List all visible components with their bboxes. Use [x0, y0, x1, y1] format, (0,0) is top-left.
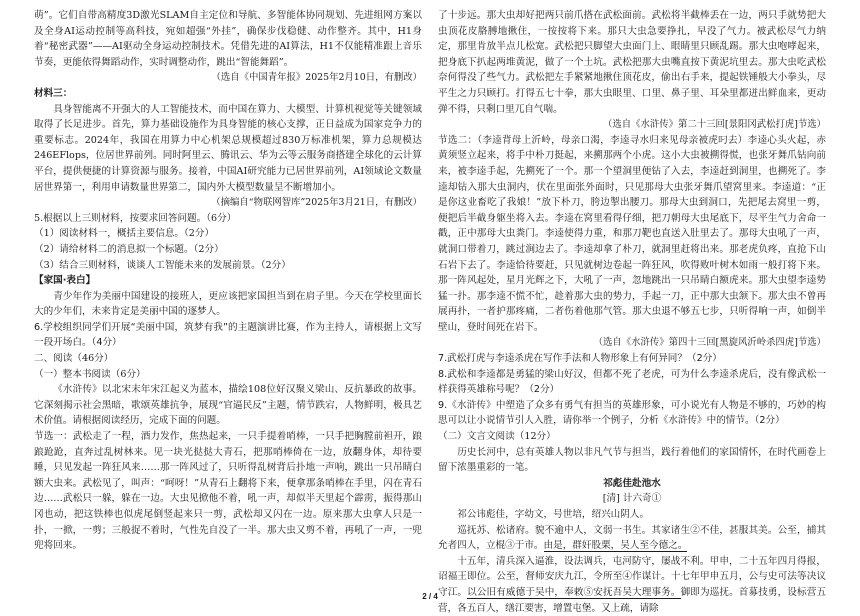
source-citation: （选自《水浒传》第二十三回[景阳冈武松打虎]节选）	[603, 119, 826, 131]
classical-text-segment: 巡抚苏、松诸府。貌不逾中人，文弱一书生。其家诸生②不佳，甚服其美。公至，捕其允者四人，立棍③于市。	[438, 524, 826, 552]
section-text: 青少年作为美丽中国建设的接班人，更应该把家国担当到在肩子里。今天在学校里面长大的少年们，未来肯定是美丽中国的逐梦人。	[34, 290, 422, 318]
section-label: 【家国·表白】	[34, 275, 96, 287]
source-citation: （摘编自“物联网智库”2025年3月21日，有删改）	[211, 197, 422, 209]
classical-text-segment: 十五年，清兵深入逼淮，设法调兵，屯河防守，屡战不利。甲申，二十五年四月得报，诏福王即位。公至，督师安庆九江，令所至④作谋计。十七年甲申五月，公与史可法等决议守江。	[438, 555, 826, 598]
classical-text-paragraph: 祁公讳彪佳，字幼文，号世培，绍兴山阴人。	[457, 509, 650, 520]
subsection-heading: （一）整本书阅读（6分）	[34, 368, 146, 380]
material-two-ending: 萌”。它们自带高精度3D激光SLAM自主定位和导航、多智能体协同规划、先进组网方案以及全身AI运动控制等高科技，宛如超强“外挂”，确保步伐稳健、动作整齐。其中，H1身着“秘密武器”——AI驱动全身运动控制技术。凭借先进的AI算法，H1不仅能精准跟上音乐节奏，更能依得舞蹈动作，实时调整动作，跳出“智能舞蹈”。	[34, 10, 422, 68]
question-7: 7.武松打虎与李逵杀虎在写作手法和人物形象上有何异同？（2分）	[438, 353, 722, 365]
excerpt-two: 节选二：（李逵背母上沂岭，母亲口渴，李逵寻水归来见母亲被虎叼去）李逵心头火起，赤黄须竖立起来，将手中朴刀挺起，来搠那两个小虎。这小大虫被搠得慌，也张牙舞爪钻向前来，被李逵手起，先搠死了一个。那一个望洞里便钻了入去，李逵赶到洞里，也搠死了。李逵却钻入那大虫洞内，伏在里面张外面时，只见那母大虫张牙舞爪望窝里来。李逵道：“正是你这业畜吃了我娘！”放下朴刀，胯边掣出腰刀。那母大虫到洞口，先把尾去窝里一剪，便把后半截身躯坐将入去。李逵在窝里看得仔细，把刀朝母大虫尾底下，尽平生气力舍命一戳，正中那母大虫粪门。李逵使得力重，和那刀靶也直送入肚里去了。那母大虫吼了一声，就洞口带着刀，跳过涧边去了。李逵却拿了朴刀，就洞里赶将出来。那老虎负疼，直抢下山石岩下去了。李逵恰待要赶，只见就树边卷起一阵狂风，吹得败叶树木如雨一般打将下来。那一阵风起处，星月光辉之下，大吼了一声，忽地跳出一只吊睛白额虎来。那大虫望李逵势猛一扑。那李逵不慌不忙，趁着那大虫的势力，手起一刀，正中那大虫颔下。那大虫不曾再展再扑，一者护那疼痛，二者伤着他那气管。那大虫退不够五七步，只听得响一声，如倒半壁山，登时间死在岩下。	[438, 134, 826, 333]
question-6: 6.学校组织同学们开展“美丽中国，筑梦有我”的主题演讲比赛，作为主持人，请根据上文写一段开场白。（4分）	[34, 321, 422, 349]
excerpt-one-ending: 了十步远。那大虫却好把两只前爪搭在武松面前。武松将半截棒丢在一边，两只手就势把大虫顶花皮胳膊地揪住，一按按将下来。那只大虫急要挣扎，早没了气力。被武松尽气力纳定，那里肯放半点儿松宽。武松把只脚望大虫面门上、眼睛里只顾乱踢。那大虫咆哮起来，把身底下扒起两堆黄泥，做了一个土坑。武松把那大虫嘴直按下黄泥坑里去。那大虫吃武松奈何得没了些气力。武松把左手紧紧地揪住顶花皮，偷出右手来，提起铁锤般大小拳头，尽平生之力只顾打。打得五七十拳，那大虫眼里、口里、鼻子里、耳朵里都迸出鲜血来，更动弹不得，只剩口里兀自气喘。	[438, 10, 826, 115]
excerpt-one: 节选一：武松走了一程，酒力发作，焦热起来，一只手提着哨棒，一只手把胸膛前袒开，踉踉跄跄，直奔过乱树林来。见一块光挞挞大青石，把那哨棒倚在一边，放翻身体，却待要睡，只见发起一阵狂风来……那一阵风过了，只听得乱树背后扑地一声响，跳出一只吊睛白额大虫来。武松见了，叫声：“呵呀！”从青石上翻将下来，便拿那条哨棒在手里，闪在青石边……武松只一躲，躲在一边。大虫见掀他不着，吼一声，却似半天里起个霹雳，振得那山冈也动，把这铁棒也似虎尾倒竖起来只一剪，武松却又闪在一边。原来那大虫拿人只是一扑，一掀，一剪；三般捉不着时，气性先自没了一半。那大虫又剪不着，再吼了一声，一兜兜将回来。	[34, 431, 422, 552]
classical-reading-intro: 历史长河中，总有英雄人物以非凡气节与担当，践行着他们的家国情怀，在时代画卷上留下浓墨重彩的一笔。	[438, 446, 826, 474]
material-three-text: 具身智能离不开强大的人工智能技术，而中国在算力、大模型、计算机视觉等关键领域取得了长足进步。首先，算力基础设施作为具身智能的核心支撑，正日益成为国家竞争力的重要标志。2024年，我国在用算力中心机架总规模超过830万标准机架，算力总规模达246EFlops，位居世界前列。同时阿里云、腾讯云、华为云等云服务商搭建全球化的云计算平台，提供便捷的计算资源与服务。接着，中国AI研究能力已居世界前列，AI领域论文数量居世界第一，利用申请数量世界第二，国内外大模型数量呈不断增加小。	[34, 103, 422, 193]
classical-text-segment: 御即为巡抚。首募技勇，设标营五营，各五百人，缮江要害，增置屯堡。又上疏，请除	[438, 586, 827, 614]
material-three-heading: 材料三：	[34, 87, 73, 99]
classical-text-paragraph	[438, 523, 826, 554]
question-9: 9.《水浒传》中塑造了众多有勇气有担当的英雄形象，可小说光有人物是不够的，巧妙的构思可以让小说情节引人入胜，请你举一个例子，分析《水浒传》中的情节。（2分）	[438, 399, 826, 427]
subsection-heading: （二）文言文阅读（12分）	[438, 431, 556, 443]
question-5-part-2: （2）请给材料二的消息拟一个标题。（2分）	[34, 243, 224, 255]
classical-text-title: 祁彪佳赴池水	[603, 477, 661, 489]
question-5: 5.根据以上三则材料，按要求回答问题。（6分）	[34, 212, 237, 224]
classical-text-author: [清] 计六奇①	[602, 493, 662, 505]
section-two-heading: 二、阅读（46分）	[34, 353, 114, 365]
question-5-part-3: （3）结合三则材料，谈谈人工智能未来的发展前景。（2分）	[34, 259, 291, 271]
page-number: 2 / 4	[422, 592, 438, 601]
question-8: 8.武松和李逵都是勇猛的梁山好汉，但都不死了老虎，可为什么李逵杀虎后，没有像武松一样获得英雄称号呢？（2分）	[438, 368, 826, 396]
classical-text-paragraph	[438, 554, 826, 616]
source-citation: （选自《中国青年报》2025年2月10日，有删改）	[211, 72, 422, 84]
source-citation: （选自《水浒传》第四十三回[黑旋风沂岭杀四虎]节选）	[593, 337, 826, 349]
question-5-part-1: （1）阅读材料一，概括主要信息。（2分）	[34, 228, 215, 240]
reading-intro: 《水浒传》以北宋末年宋江起义为蓝本，描绘108位好汉聚义梁山、反抗暴政的故事。它深刻揭示社会黑暗，歌颂英雄抗争，展现“官逼民反”主题，情节跌宕，人物鲜明，极具艺术价值。请根据阅读经历，完成下面的问题。	[34, 384, 422, 427]
underlined-sentence: 以公旧有威德于吴中，奉敕⑤安抚吾吴大理事务。	[467, 586, 681, 598]
underlined-sentence: 由是，群奸股栗，吴人至今德之。	[543, 540, 688, 552]
right-column	[438, 8, 826, 616]
left-column	[34, 8, 422, 554]
